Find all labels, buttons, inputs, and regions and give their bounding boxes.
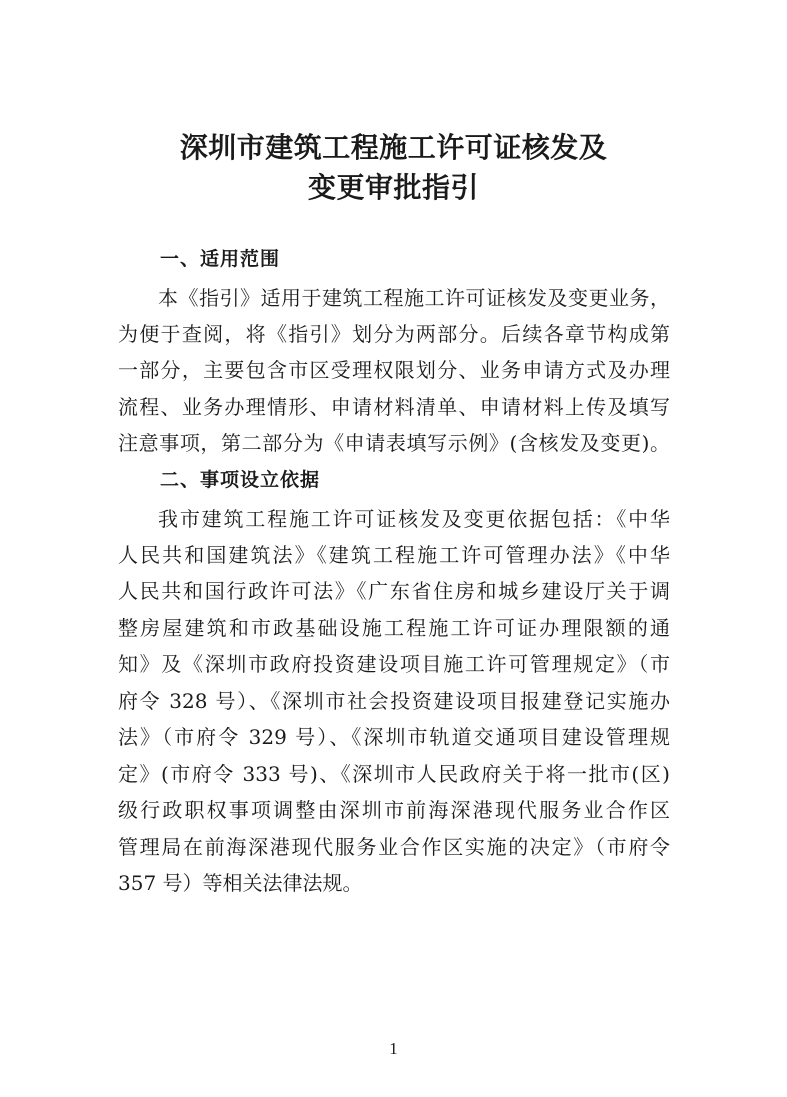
section-2-line-8: 定》(市府令 333 号)、《深圳市人民政府关于将一批市(区): [118, 762, 670, 786]
section-1-line-3: 一部分，主要包含市区受理权限划分、业务申请方式及办理: [118, 358, 670, 382]
section-2-line-1: 我市建筑工程施工许可证核发及变更依据包括：《中华: [158, 507, 670, 531]
section-1-heading: 一、适用范围: [160, 248, 281, 270]
section-1-line-2: 为便于查阅，将《指引》划分为两部分。后续各章节构成第: [118, 322, 670, 346]
section-2-line-11: 357 号）等相关法律法规。: [118, 871, 363, 895]
page-number: 1: [389, 1039, 398, 1058]
section-1-line-4: 流程、业务办理情形、申请材料清单、申请材料上传及填写: [118, 395, 670, 419]
section-2-line-5: 知》及《深圳市政府投资建设项目施工许可管理规定》（市: [118, 652, 670, 676]
section-2-line-9: 级行政职权事项调整由深圳市前海深港现代服务业合作区: [118, 798, 670, 822]
document-title-line-2: 变更审批指引: [307, 171, 479, 204]
section-1-line-1: 本《指引》适用于建筑工程施工许可证核发及变更业务，: [158, 286, 670, 310]
section-2-line-3: 人民共和国行政许可法》《广东省住房和城乡建设厅关于调: [118, 579, 670, 603]
section-2-line-6: 府令 328 号）、《深圳市社会投资建设项目报建登记实施办: [118, 689, 670, 713]
section-2-line-4: 整房屋建筑和市政基础设施工程施工许可证办理限额的通: [118, 616, 670, 640]
document-title-line-1: 深圳市建筑工程施工许可证核发及: [179, 131, 608, 164]
section-2-line-10: 管理局在前海深港现代服务业合作区实施的决定》（市府令: [118, 835, 670, 859]
section-2-line-7: 法》（市府令 329 号）、《深圳市轨道交通项目建设管理规: [118, 725, 670, 749]
section-2-heading: 二、事项设立依据: [160, 469, 321, 491]
section-1-line-5: 注意事项，第二部分为《申请表填写示例》(含核发及变更)。: [118, 431, 670, 455]
section-2-line-2: 人民共和国建筑法》《建筑工程施工许可管理办法》《中华: [118, 543, 670, 567]
